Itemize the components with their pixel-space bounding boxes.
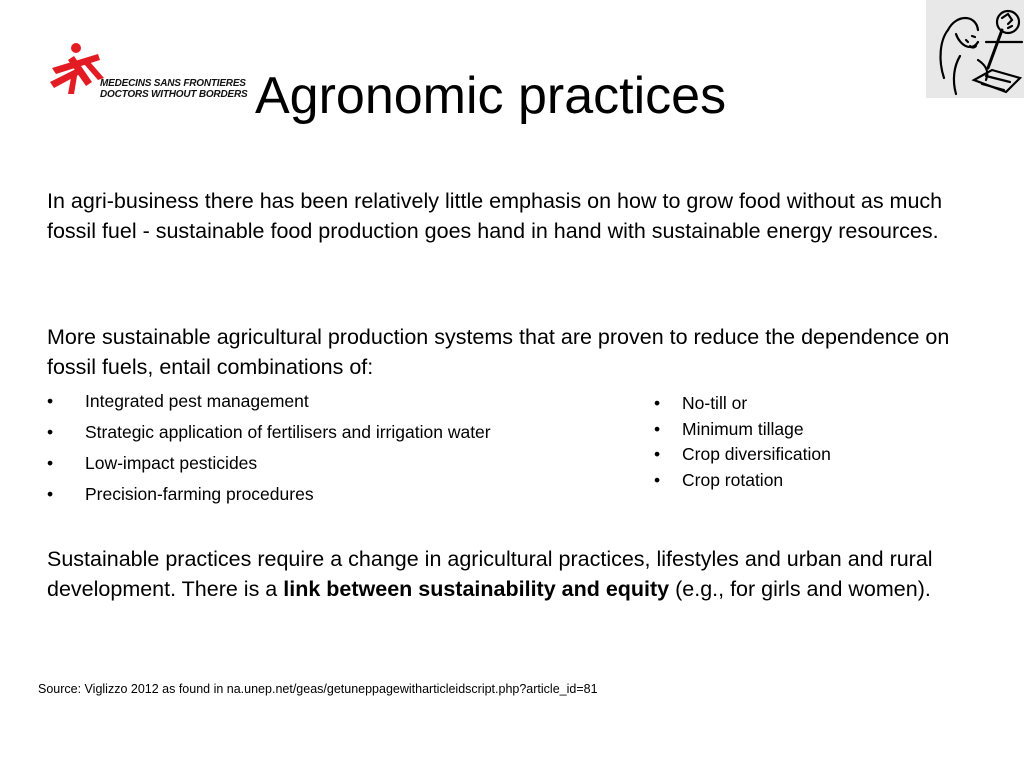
- emphasis-text: link between sustainability and equity: [283, 577, 670, 601]
- list-item: • Crop rotation: [654, 468, 831, 494]
- list-item: • Minimum tillage: [654, 417, 831, 443]
- teacher-with-globe-clipart: [926, 0, 1024, 98]
- page-title: Agronomic practices: [255, 67, 727, 125]
- bullet-icon: •: [47, 484, 54, 504]
- practices-list-right: [654, 391, 831, 493]
- list-item: • Crop diversification: [654, 442, 831, 468]
- logo-line-1: MEDECINS SANS FRONTIERES: [100, 78, 246, 89]
- list-item: • Precision-farming procedures: [47, 481, 491, 512]
- list-item: • Strategic application of fertilisers and irrigation water: [47, 419, 491, 450]
- bullet-icon: •: [654, 469, 661, 490]
- equity-paragraph: Sustainable practices require a change in agricultural practices, lifestyles and urban and rural development. There is a link between sustainability and equity (e.g., for girls and women).: [47, 547, 933, 601]
- bullet-icon: •: [47, 422, 54, 442]
- bullet-icon: •: [654, 444, 661, 464]
- logo-line-2: DOCTORS WITHOUT BORDERS: [100, 89, 248, 100]
- bullet-icon: •: [654, 393, 661, 413]
- msf-logo: [48, 38, 248, 98]
- list-item: • No-till or: [654, 391, 831, 417]
- systems-paragraph: More sustainable agricultural production systems that are proven to reduce the dependence on fossil fuels, entail combinations of:: [47, 325, 950, 379]
- msf-running-figure-icon: [48, 38, 108, 98]
- bullet-icon: •: [47, 391, 54, 411]
- bullet-icon: •: [47, 453, 54, 473]
- practices-list-left: [47, 388, 491, 512]
- intro-paragraph: In agri-business there has been relatively little emphasis on how to grow food without as much fossil fuel - sustainable food production goes hand in hand with sustainable energy resources.: [47, 189, 943, 243]
- list-item: • Integrated pest management: [47, 388, 491, 419]
- list-item: • Low-impact pesticides: [47, 450, 491, 481]
- source-citation: Source: Viglizzo 2012 as found in na.unep.net/geas/getuneppagewitharticleidscript.php?article_id=81: [38, 682, 598, 696]
- msf-logo-text: [100, 78, 247, 100]
- bullet-icon: •: [654, 418, 661, 439]
